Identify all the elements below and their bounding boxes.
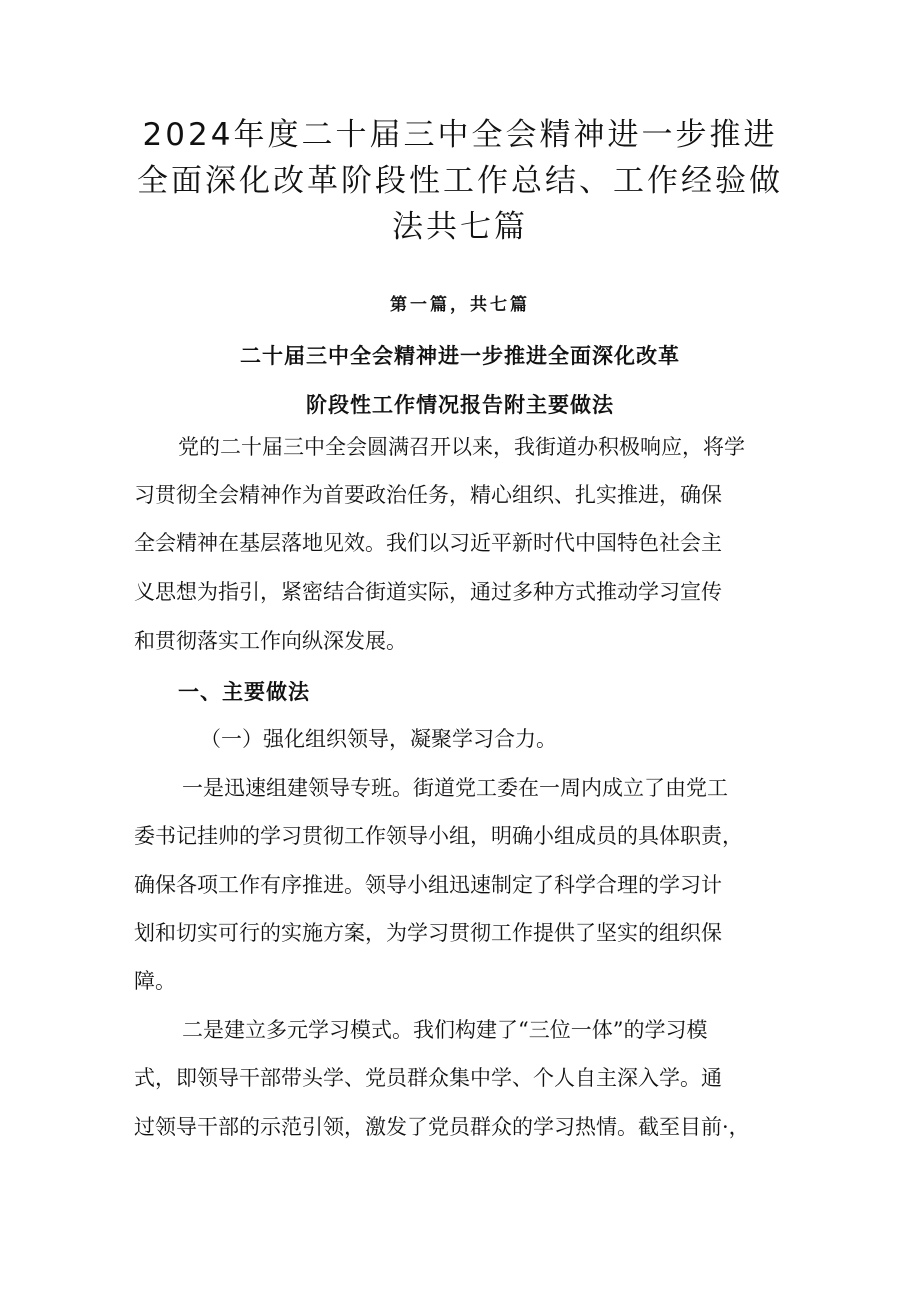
intro-line: 义思想为指引，紧密结合街道实际，通过多种方式推动学习宣传 [134, 580, 722, 604]
paragraph-line: 一是迅速组建领导专班。街道党工委在一周内成立了由党工 [182, 776, 728, 800]
intro-line: 和贯彻落实工作向纵深发展。 [134, 629, 407, 653]
section-heading: 一、主要做法 [178, 680, 310, 704]
intro-line: 习贯彻全会精神作为首要政治任务，精心组织、扎实推进，确保 [134, 483, 722, 507]
paragraph-line: 过领导干部的示范引领，激发了党员群众的学习热情。截至目前·， [134, 1115, 750, 1139]
intro-line: 全会精神在基层落地见效。我们以习近平新时代中国特色社会主 [134, 531, 722, 555]
document-title [110, 112, 810, 250]
paragraph-line: 二是建立多元学习模式。我们构建了“三位一体”的学习模 [182, 1018, 708, 1042]
paragraph-line: 划和切实可行的实施方案，为学习贯彻工作提供了坚实的组织保 [134, 921, 722, 945]
article-title-line: 阶段性工作情况报告附主要做法 [306, 393, 614, 417]
paragraph-line: 障。 [134, 969, 176, 993]
article-title-line: 二十届三中全会精神进一步推进全面深化改革 [240, 344, 680, 368]
title-line: 2024年度二十届三中全会精神进一步推进 [142, 117, 778, 153]
subsection-heading: （一）强化组织领导，凝聚学习合力。 [200, 727, 557, 751]
title-line: 法共七篇 [392, 209, 528, 245]
paragraph-line: 确保各项工作有序推进。领导小组迅速制定了科学合理的学习计 [134, 873, 722, 897]
paragraph-line: 委书记挂帅的学习贯彻工作领导小组，明确小组成员的具体职责， [134, 824, 743, 848]
part-subtitle: 第一篇，共七篇 [390, 295, 530, 315]
paragraph-line: 式，即领导干部带头学、党员群众集中学、个人自主深入学。通 [134, 1066, 722, 1090]
intro-line: 党的二十届三中全会圆满召开以来，我街道办积极响应，将学 [178, 435, 745, 459]
title-line: 全面深化改革阶段性工作总结、工作经验做 [137, 163, 783, 199]
